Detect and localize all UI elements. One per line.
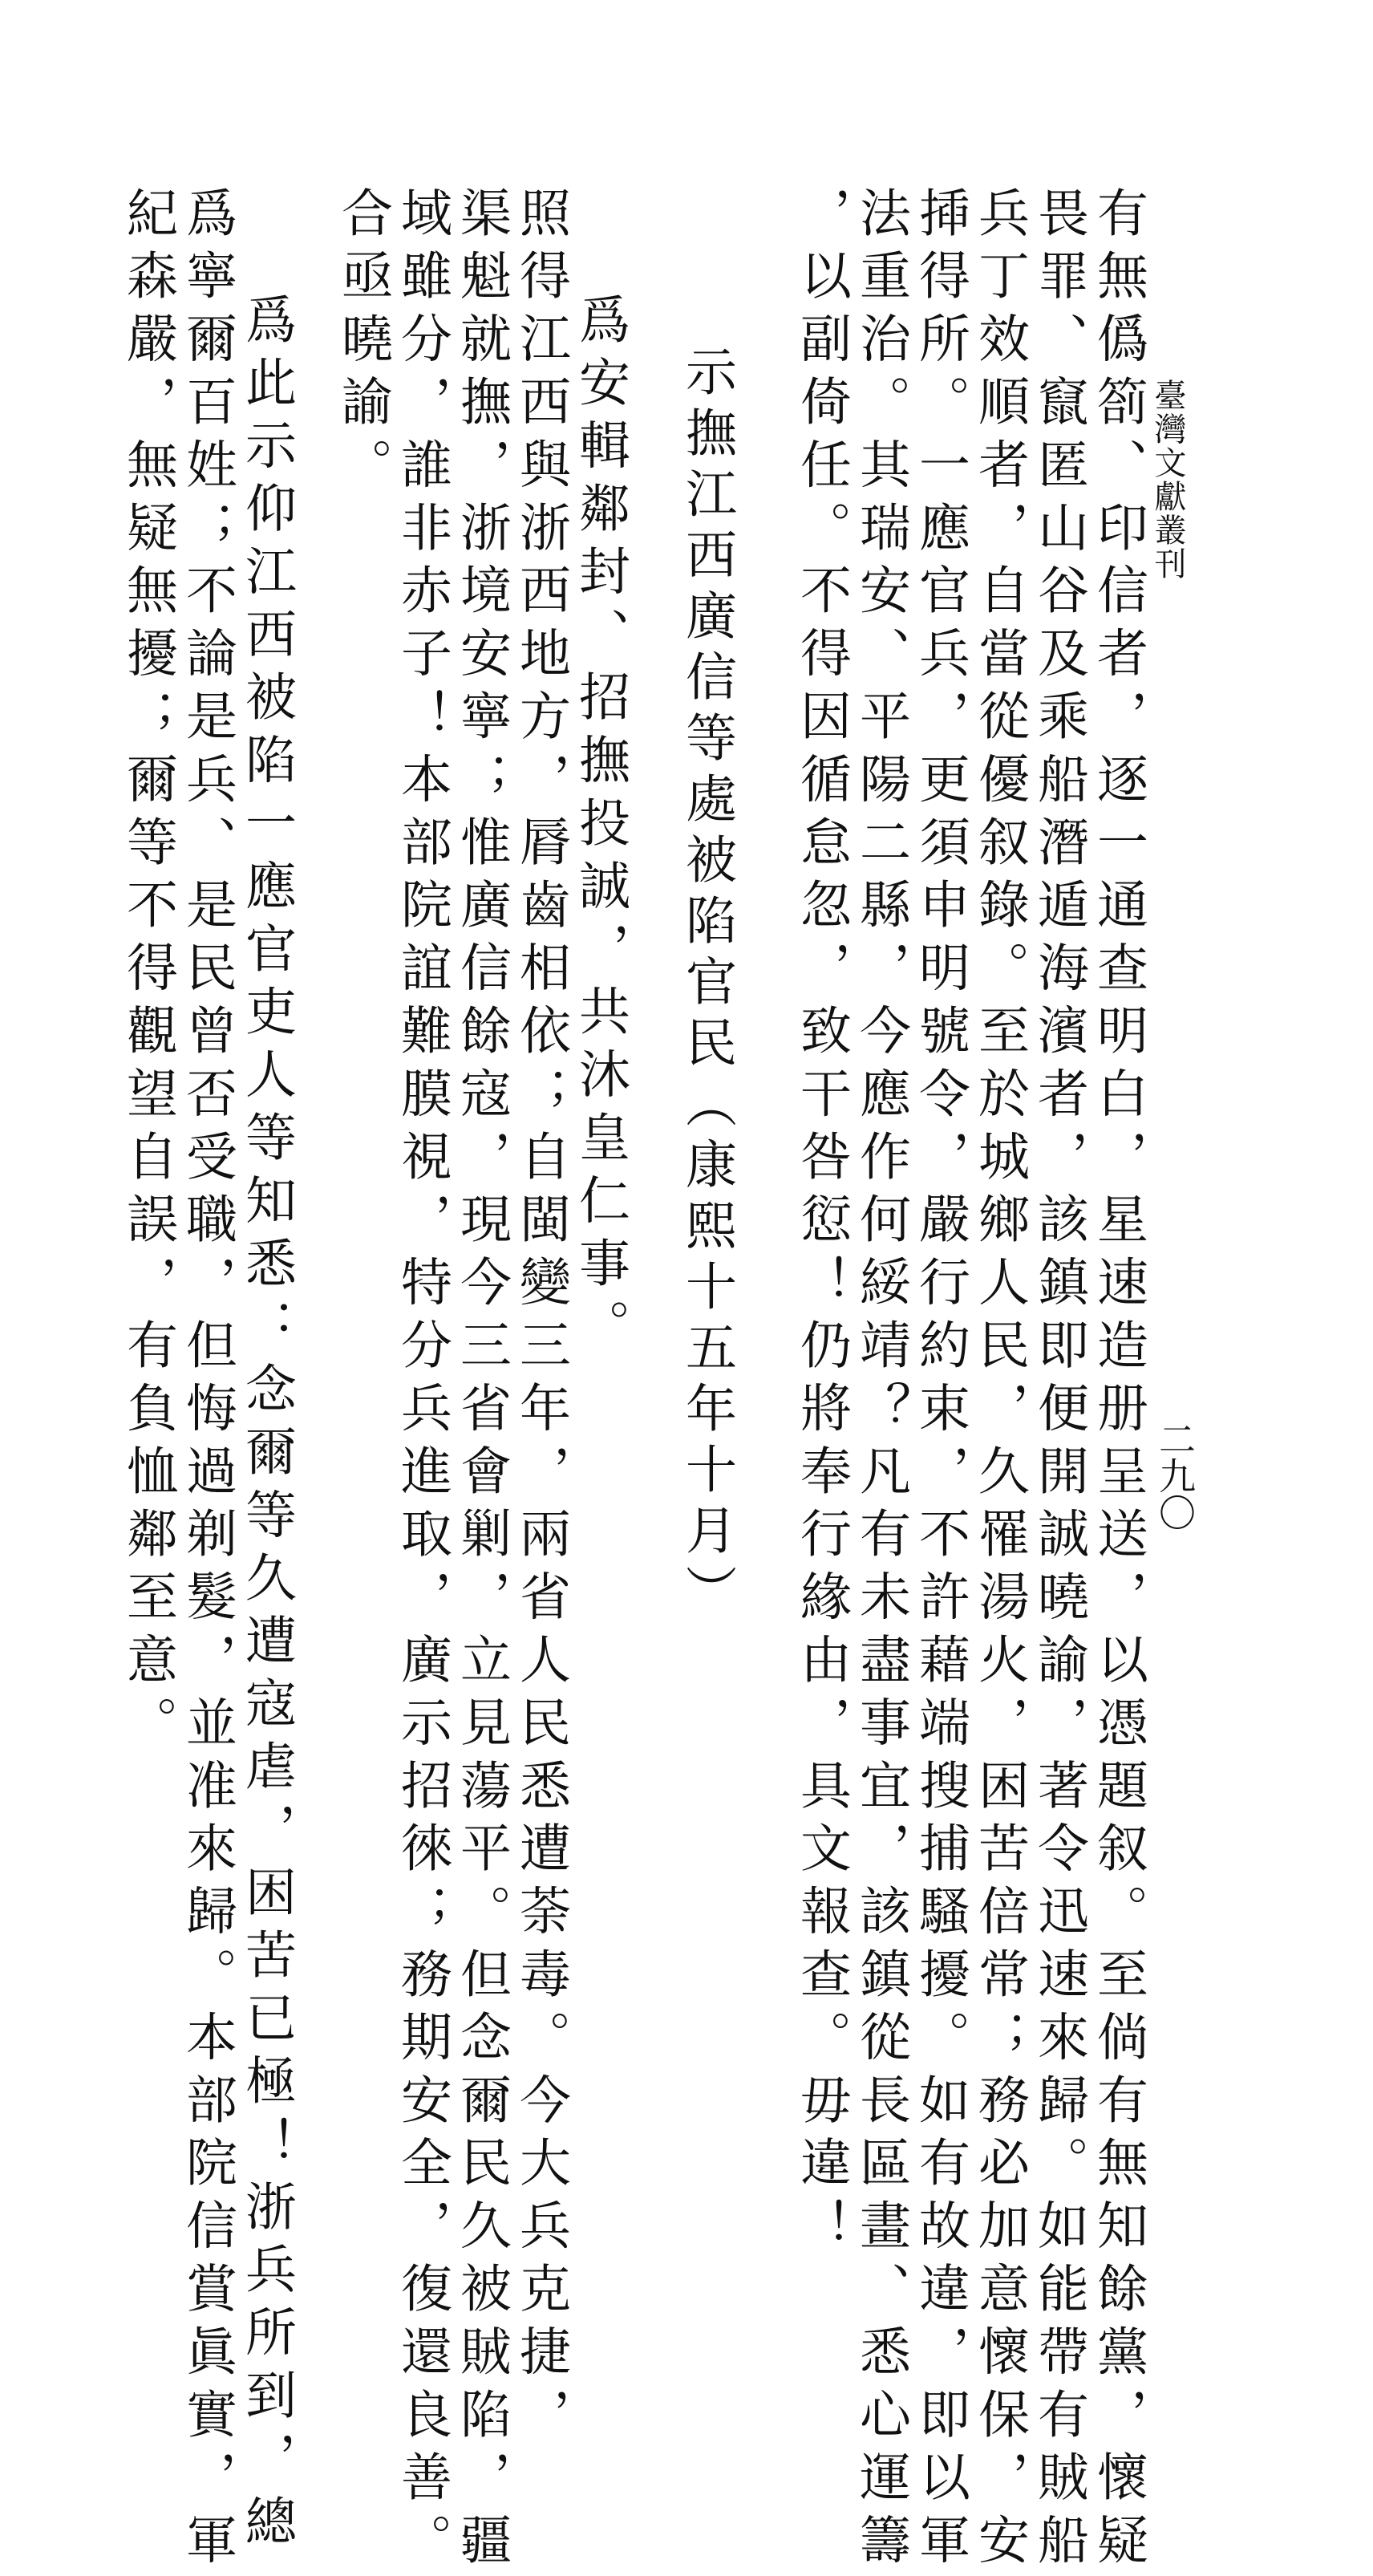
text-column-14: 爲寧爾百姓；不論是兵、是民曾否受職，但悔過剃髮，並准來歸。本部院信賞眞實，軍 xyxy=(177,186,237,2576)
text-column-6: ，以副倚任。不得因循怠忽，致干咎愆！仍將奉行緣由，具文報查。毋違！ xyxy=(792,186,851,2262)
text-column-15: 紀森嚴，無疑無擾；爾等不得觀望自誤，有負恤鄰至意。 xyxy=(118,186,177,1759)
series-title: 臺灣文獻叢刊 xyxy=(1149,379,1186,581)
text-column-3: 兵丁效順者，自當從優叙錄。至於城鄉人民，久罹湯火，困苦倍常；務必加意懷保，安 xyxy=(970,186,1029,2576)
text-column-4: 揷得所。一應官兵，更須申明號令，嚴行約束，不許藉端搜捕騷擾。如有故違，即以軍 xyxy=(910,186,970,2576)
text-column-13: 爲此示仰江西被陷一應官吏人等知悉：念爾等久遭寇虐，困苦已極！浙兵所到，總 xyxy=(237,293,296,2558)
text-column-8: 爲安輯鄰封、招撫投誠，共沐皇仁事。 xyxy=(570,293,630,1362)
text-column-2: 畏罪、竄匿山谷及乘船潛遁海濱者，該鎮即便開誠曉諭，著令迅速來歸。如能帶有賊船 xyxy=(1029,186,1088,2576)
text-column-5: 法重治。其瑞安、平陽二縣，今應作何綏靖？凡有未盡事宜，該鎮從長區畫、悉心運籌 xyxy=(851,186,910,2576)
page-number: 二九〇 xyxy=(1153,1420,1197,1531)
section-title: 示撫江西廣信等處被陷官民（康熙十五年十月） xyxy=(677,345,736,1625)
text-column-10: 渠魁就撫，浙境安寧；惟廣信餘寇，現今三省會剿，立見蕩平。但念爾民久被賊陷，疆 xyxy=(452,186,511,2576)
text-column-9: 照得江西與浙西地方，脣齒相依；自閩變三年，兩省人民悉遭荼毒。今大兵克捷， xyxy=(511,186,570,2451)
text-column-11: 域雖分，誰非赤子！本部院誼難膜視，特分兵進取，廣示招徠；務期安全，復還良善。 xyxy=(392,186,452,2576)
text-column-12: 合亟曉諭。 xyxy=(333,186,392,501)
text-column-1: 有無僞箚、印信者，逐一通查明白，星速造册呈送，以憑題叙。至倘有無知餘黨，懷疑 xyxy=(1088,186,1148,2576)
